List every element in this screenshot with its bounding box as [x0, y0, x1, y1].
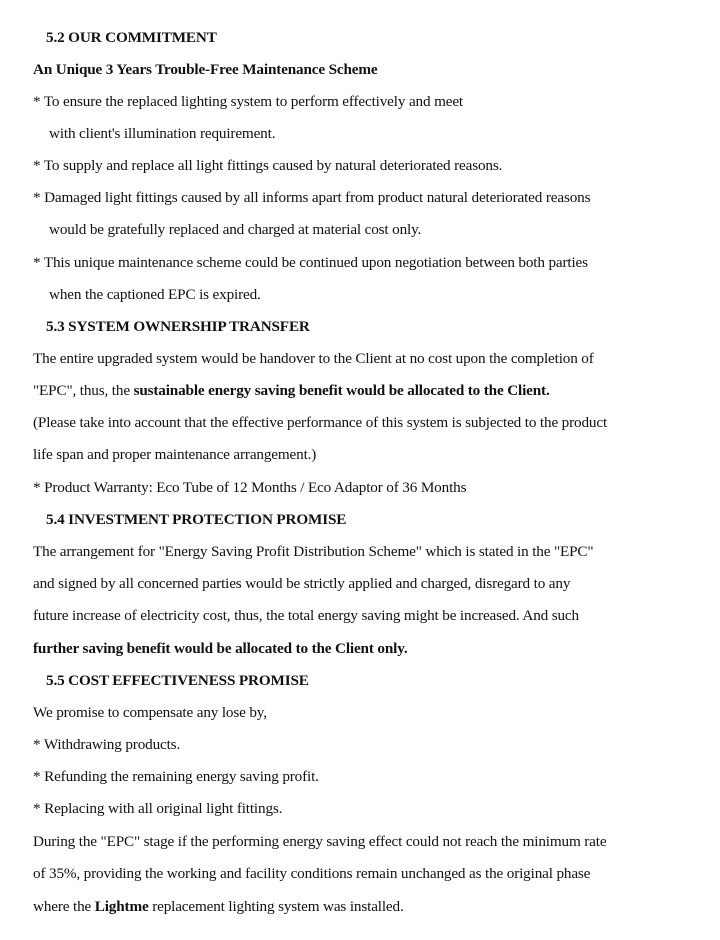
section-heading: 5.3 SYSTEM OWNERSHIP TRANSFER — [46, 318, 310, 335]
bullet-line: * To ensure the replaced lighting system to perform effectively and meet — [33, 93, 463, 110]
section-heading: 5.4 INVESTMENT PROTECTION PROMISE — [46, 511, 347, 528]
bullet-continuation: would be gratefully replaced and charged at material cost only. — [49, 221, 422, 238]
paragraph-line: The arrangement for "Energy Saving Profit Distribution Scheme" which is stated in the "EPC" — [33, 543, 594, 560]
bullet-line: * Replacing with all original light fittings. — [33, 800, 283, 817]
paragraph-line: of 35%, providing the working and facility conditions remain unchanged as the original phase — [33, 865, 591, 882]
text-run: replacement lighting system was installed. — [148, 898, 404, 915]
paragraph-line: (Please take into account that the effective performance of this system is subjected to the product — [33, 414, 608, 431]
bold-paragraph-line: further saving benefit would be allocated to the Client only. — [33, 640, 408, 657]
bullet-line: * Refunding the remaining energy saving profit. — [33, 768, 319, 785]
bullet-line: * This unique maintenance scheme could be continued upon negotiation between both parties — [33, 254, 588, 271]
bullet-line: * Withdrawing products. — [33, 736, 181, 753]
section-subheading: An Unique 3 Years Trouble-Free Maintenance Scheme — [33, 61, 378, 78]
paragraph-line: life span and proper maintenance arrangement.) — [33, 446, 317, 463]
paragraph-line — [33, 381, 550, 401]
section-heading: 5.5 COST EFFECTIVENESS PROMISE — [46, 672, 309, 689]
bullet-line: * To supply and replace all light fittings caused by natural deteriorated reasons. — [33, 157, 503, 174]
brand-name: Lightme — [94, 898, 149, 915]
bullet-continuation: with client's illumination requirement. — [49, 125, 276, 142]
paragraph-line: The entire upgraded system would be handover to the Client at no cost upon the completion of — [33, 350, 594, 367]
text-run: where the — [33, 898, 95, 915]
paragraph-line: During the "EPC" stage if the performing energy saving effect could not reach the minimum rate — [33, 833, 607, 850]
paragraph-line: We promise to compensate any lose by, — [33, 704, 267, 721]
paragraph-line: future increase of electricity cost, thus, the total energy saving might be increased. And such — [33, 607, 579, 624]
paragraph-line: and signed by all concerned parties would be strictly applied and charged, disregard to any — [33, 575, 571, 592]
bullet-continuation: when the captioned EPC is expired. — [49, 286, 261, 303]
paragraph-line — [33, 897, 404, 917]
bullet-line: * Product Warranty: Eco Tube of 12 Months / Eco Adaptor of 36 Months — [33, 479, 467, 496]
text-run: "EPC", thus, the — [33, 382, 134, 399]
bullet-line: * Damaged light fittings caused by all informs apart from product natural deteriorated reasons — [33, 189, 591, 206]
bold-text-run: sustainable energy saving benefit would be allocated to the Client. — [133, 382, 550, 399]
section-heading: 5.2 OUR COMMITMENT — [46, 29, 217, 46]
